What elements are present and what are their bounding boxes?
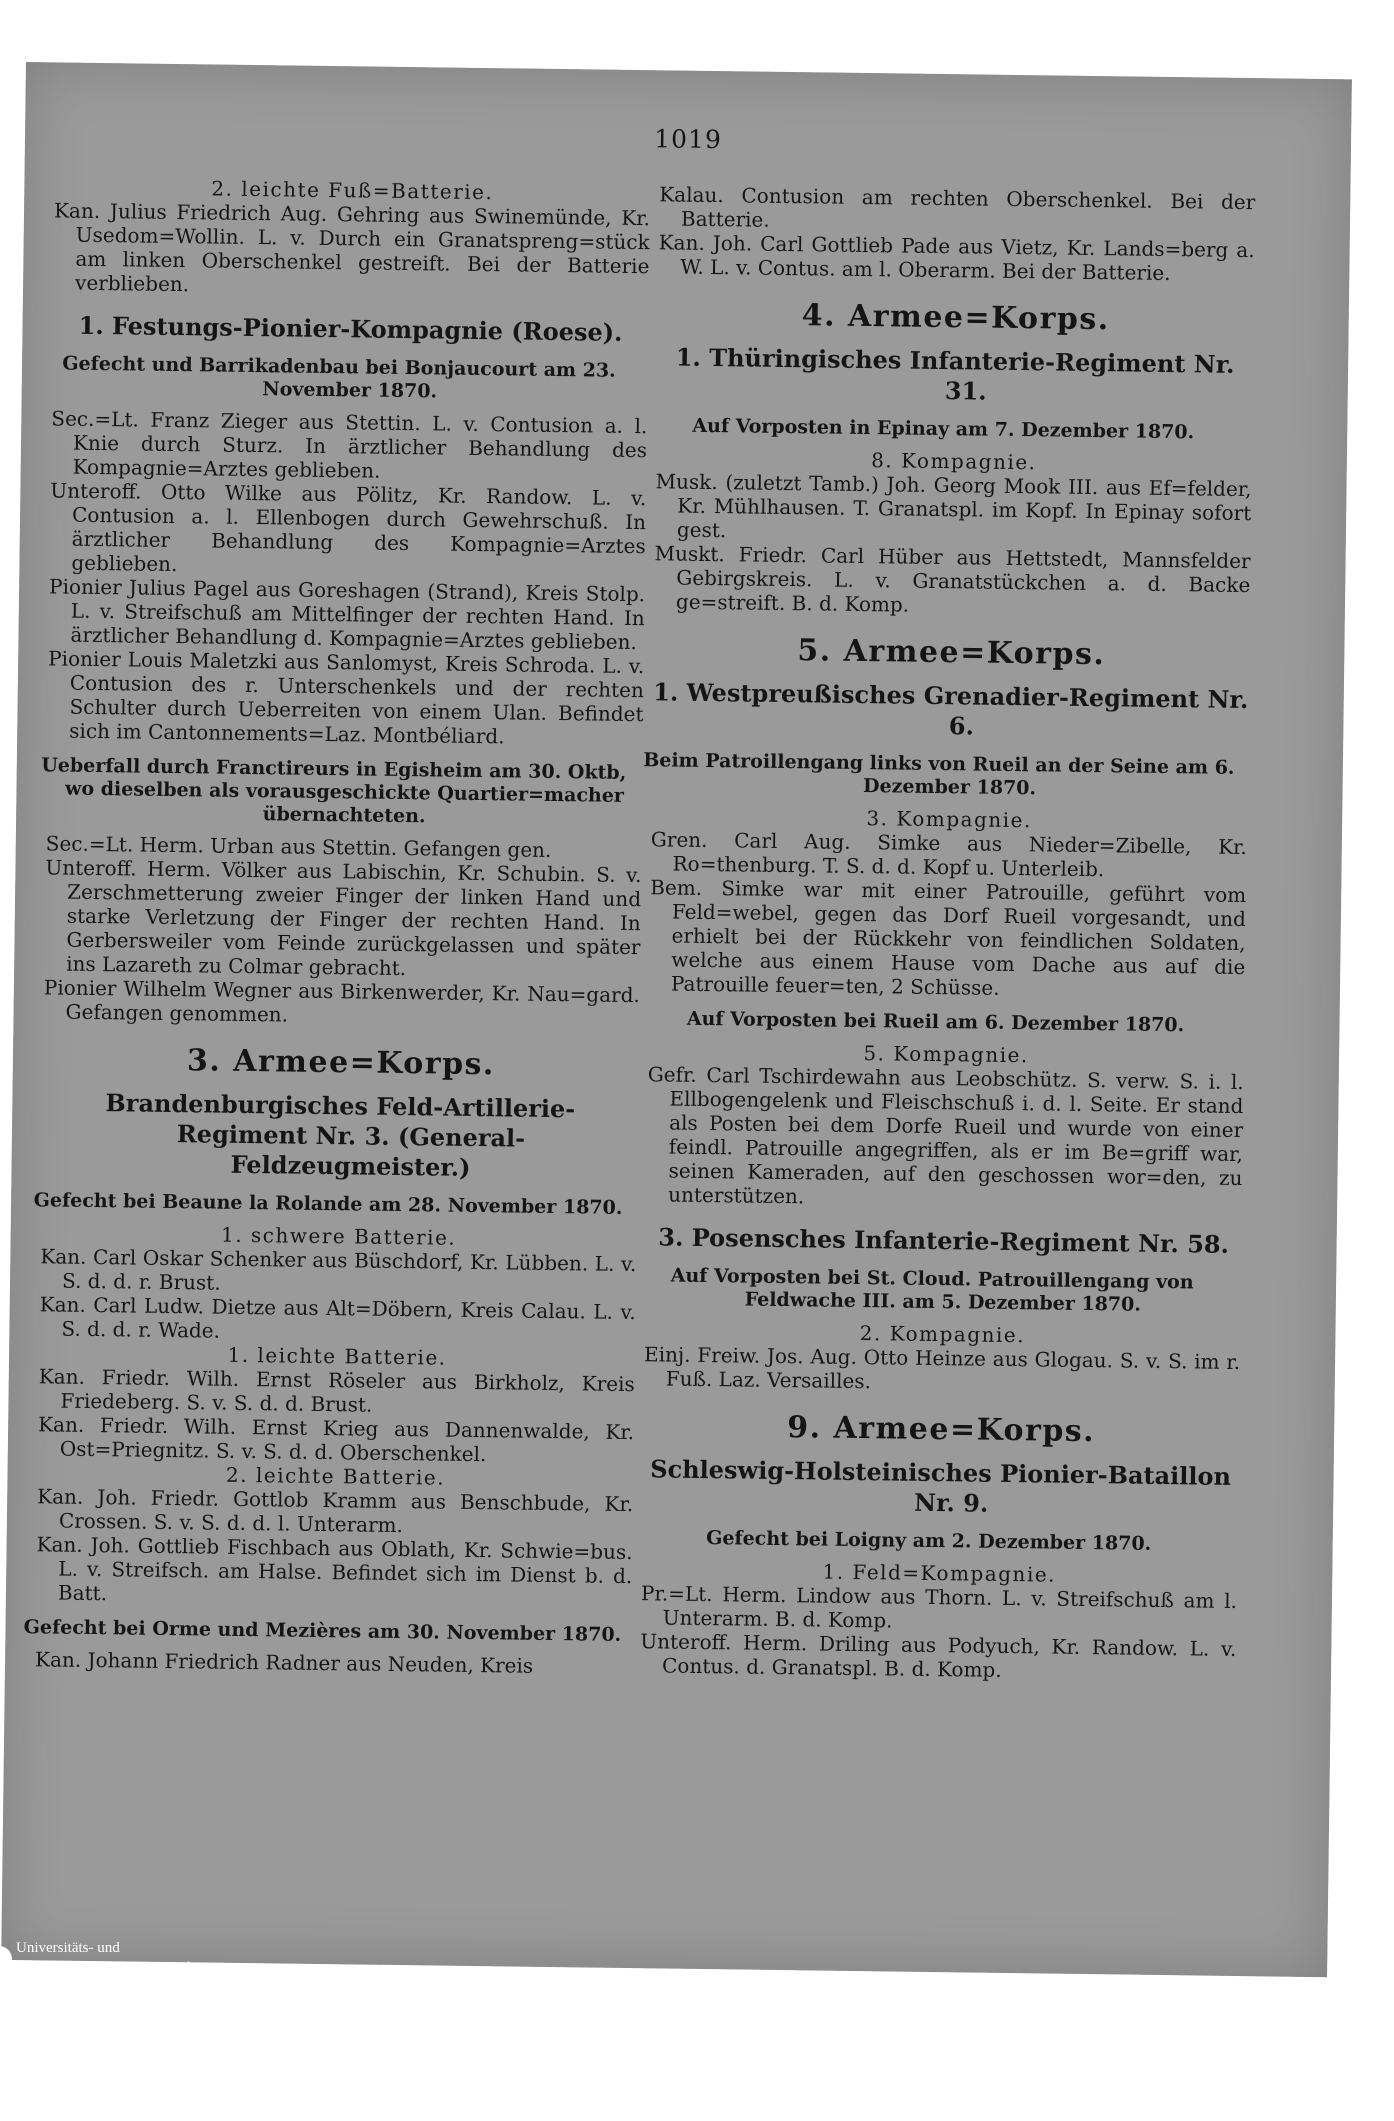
casualty-entry: Kan. Joh. Gottlieb Fischbach aus Oblath, Kr. Schwie=bus. L. v. Streifsch. am Halse. Befindet sich im Dienst b. d. Batt. (36, 1532, 633, 1606)
regiment-heading: Schleswig-Holsteinisches Pionier-Bataillon Nr. 9. (650, 1454, 1232, 1518)
engagement-heading: Auf Vorposten in Epinay am 7. Dezember 1870. (692, 414, 1195, 444)
casualty-entry: Kan. Friedr. Wilh. Ernst Krieg aus Dannenwalde, Kr. Ost=Priegnitz. S. v. S. d. d. Oberschenkel. (38, 1412, 635, 1467)
casualty-entry: Pionier Louis Maletzki aus Sanlomyst, Kreis Schroda. L. v. Contusion des r. Unterschenkels und der rechten Schulter durch Ueberreiten von einem Ulan. Befindet sich im Cantonnements=Laz. Montbéliard. (48, 646, 645, 749)
unit-heading: 1. schwere Batterie. (220, 1222, 457, 1250)
engagement-heading: Auf Vorposten bei St. Cloud. Patrouillengang von Feldwache III. am 5. Dezember 1870. (670, 1264, 1194, 1316)
casualty-entry: Sec.=Lt. Franz Zieger aus Stettin. L. v. Contusion a. l. Knie durch Sturz. In ärztlicher Behandlung des Kompagnie=Arztes geblieben. (51, 406, 648, 483)
corps-heading: 4. Armee=Korps. (801, 298, 1110, 338)
casualty-entry: Kan. Carl Oskar Schenker aus Büschdorf, Kr. Lübben. L. v. S. d. d. r. Brust. (40, 1244, 637, 1295)
library-logo-icon (0, 1946, 12, 1972)
casualty-entry: Kalau. Contusion am rechten Oberschenkel. Bei der Batterie. (659, 182, 1256, 232)
unit-heading: 1. Feld=Kompagnie. (822, 1559, 1057, 1587)
casualty-entry: Pr.=Lt. Herm. Lindow aus Thorn. L. v. Streifschuß am l. Unterarm. B. d. Komp. (640, 1581, 1238, 1633)
right-column (640, 182, 1256, 1685)
engagement-heading: Ueberfall durch Franctireurs in Egisheim am 30. Oktb, wo dieselben als vorausgeschickte Quartier=macher übernachteten. (41, 754, 627, 828)
casualty-entry: Unteroff. Otto Wilke aus Pölitz, Kr. Randow. L. v. Contusion a. l. Ellenbogen durch Gewehrschuß. In ärztlicher Behandlung des Kompagnie=Arztes geblieben. (50, 478, 647, 577)
page-number: 1019 (654, 124, 723, 155)
unit-heading: 1. leichte Batterie. (227, 1342, 447, 1370)
unit-heading: 5. Kompagnie. (863, 1041, 1029, 1068)
engagement-heading: Auf Vorposten bei Rueil am 6. Dezember 1870. (686, 1007, 1185, 1037)
regiment-heading: Brandenburgisches Feld-Artillerie-Regiment Nr. 3. (General-Feldzeugmeister.) (105, 1088, 576, 1182)
casualty-entry: Musk. (zuletzt Tamb.) Joh. Georg Mook III. aus Ef=felder, Kr. Mühlhausen. T. Granatspl. im Kopf. In Epinay sofort gest. (655, 469, 1252, 543)
unit-heading: 8. Kompagnie. (871, 448, 1037, 475)
engagement-heading: Beim Patroillengang links von Rueil an der Seine am 6. Dezember 1870. (643, 749, 1235, 800)
watermark-line-2: Landesbibliothek Düsseldorf (16, 1960, 190, 1976)
regiment-heading: 3. Posensches Infanterie-Regiment Nr. 58. (658, 1222, 1230, 1259)
casualty-entry: Unteroff. Herm. Völker aus Labischin, Kr. Schubin. S. v. Zerschmetterung zweier Finger der linken Hand und starke Verletzung der Finger der rechten Hand. In Gerbersweiler vom Feinde zurückgelassen und später ins Lazareth zu Colmar gebracht. (45, 855, 642, 981)
regiment-heading: 1. Westpreußisches Grenadier-Regiment Nr. 6. (653, 677, 1249, 741)
regiment-heading: 1. Thüringisches Infanterie-Regiment Nr. 31. (675, 342, 1235, 406)
casualty-entry: Gren. Carl Aug. Simke aus Nieder=Zibelle, Kr. Ro=thenburg. T. S. d. d. Kopf u. Unterleib. (650, 827, 1247, 882)
casualty-entry: Kan. Friedr. Wilh. Ernst Röseler aus Birkholz, Kreis Friedeberg. S. v. S. d. d. Brust. (38, 1364, 635, 1417)
casualty-entry: Kan. Joh. Friedr. Gottlob Kramm aus Benschbude, Kr. Crossen. S. v. S. d. d. l. Unterarm. (37, 1484, 634, 1538)
casualty-entry: Unteroff. Herm. Driling aus Podyuch, Kr. Randow. L. v. Contus. d. Granatspl. B. d. Komp. (640, 1629, 1237, 1682)
casualty-entry: Gefr. Carl Tschirdewahn aus Leobschütz. S. verw. S. i. l. Ellbogengelenk und Fleischschuß i. d. l. Seite. Er stand als Posten bei dem Dorfe Rueil und wurde von einer feindl. Patrouille angegriffen, als er im Be=griff war, seinen Kameraden, auf den geschossen wor=den, zu unterstützen. (647, 1062, 1244, 1209)
casualty-entry: Kan. Joh. Carl Gottlieb Pade aus Vietz, Kr. Lands=berg a. W. L. v. Contus. am l. Oberarm. Bei der Batterie. (658, 230, 1255, 285)
engagement-heading: Gefecht bei Loigny am 2. Dezember 1870. (706, 1527, 1152, 1555)
corps-heading: 5. Armee=Korps. (797, 633, 1106, 673)
watermark-text (16, 1938, 190, 1978)
unit-heading: 3. Kompagnie. (866, 806, 1032, 833)
casualty-entry: Sec.=Lt. Herm. Urban aus Stettin. Gefangen gen. (45, 831, 552, 862)
casualty-entry: Einj. Freiw. Jos. Aug. Otto Heinze aus Glogau. S. v. S. im r. Fuß. Laz. Versailles. (643, 1342, 1241, 1394)
engagement-heading: Gefecht bei Orme und Mezières am 30. November 1870. (23, 1616, 622, 1646)
unit-heading: 2. Kompagnie. (859, 1321, 1026, 1348)
casualty-entry: Kan. Johann Friedrich Radner aus Neuden, Kreis (34, 1647, 534, 1678)
scanned-page (1, 62, 1352, 1977)
regiment-heading: 1. Festungs-Pionier-Kompagnie (Roese). (78, 310, 623, 347)
library-watermark (0, 1934, 240, 1986)
engagement-heading: Gefecht und Barrikadenbau bei Bonjaucourt am 23. November 1870. (62, 352, 616, 403)
corps-heading: 9. Armee=Korps. (786, 1410, 1096, 1450)
corps-heading: 3. Armee=Korps. (186, 1043, 496, 1083)
casualty-entry: Kan. Carl Ludw. Dietze aus Alt=Döbern, Kreis Calau. L. v. S. d. d. r. Wade. (39, 1292, 636, 1343)
engagement-heading: Gefecht bei Beaune la Rolande am 28. November 1870. (33, 1189, 623, 1219)
watermark-line-1: Universitäts- und (16, 1940, 120, 1956)
unit-heading: 2. leichte Fuß=Batterie. (211, 176, 494, 205)
casualty-entry: Bem. Simke war mit einer Patrouille, geführt vom Feld=webel, gegen das Dorf Rueil vorgesandt, und erhielt bei der Rückkehr von feindlichen Soldaten, welche aus einem Hause vom Dache aus auf die Patrouille feuer=ten, 2 Schüsse. (650, 875, 1247, 1000)
casualty-entry: Kan. Julius Friedrich Aug. Gehring aus Swinemünde, Kr. Usedom=Wollin. L. v. Durch ein Granatspreng=stück am linken Oberschenkel gestreift. Bei der Batterie verblieben. (53, 198, 651, 297)
casualty-entry: Muskt. Friedr. Carl Hüber aus Hettstedt, Mannsfelder Gebirgskreis. L. v. Granatstückchen a. d. Backe ge=streift. B. d. Komp. (654, 541, 1251, 617)
casualty-entry: Pionier Julius Pagel aus Goreshagen (Strand), Kreis Stolp. L. v. Streifschuß am Mittelfinger der rechten Hand. In ärztlicher Behandlung d. Kompagnie=Arztes geblieben. (48, 574, 646, 655)
left-column (23, 174, 651, 1679)
unit-heading: 2. leichte Batterie. (225, 1462, 446, 1490)
casualty-entry: Pionier Wilhelm Wegner aus Birkenwerder, Kr. Nau=gard. Gefangen genommen. (43, 975, 640, 1027)
